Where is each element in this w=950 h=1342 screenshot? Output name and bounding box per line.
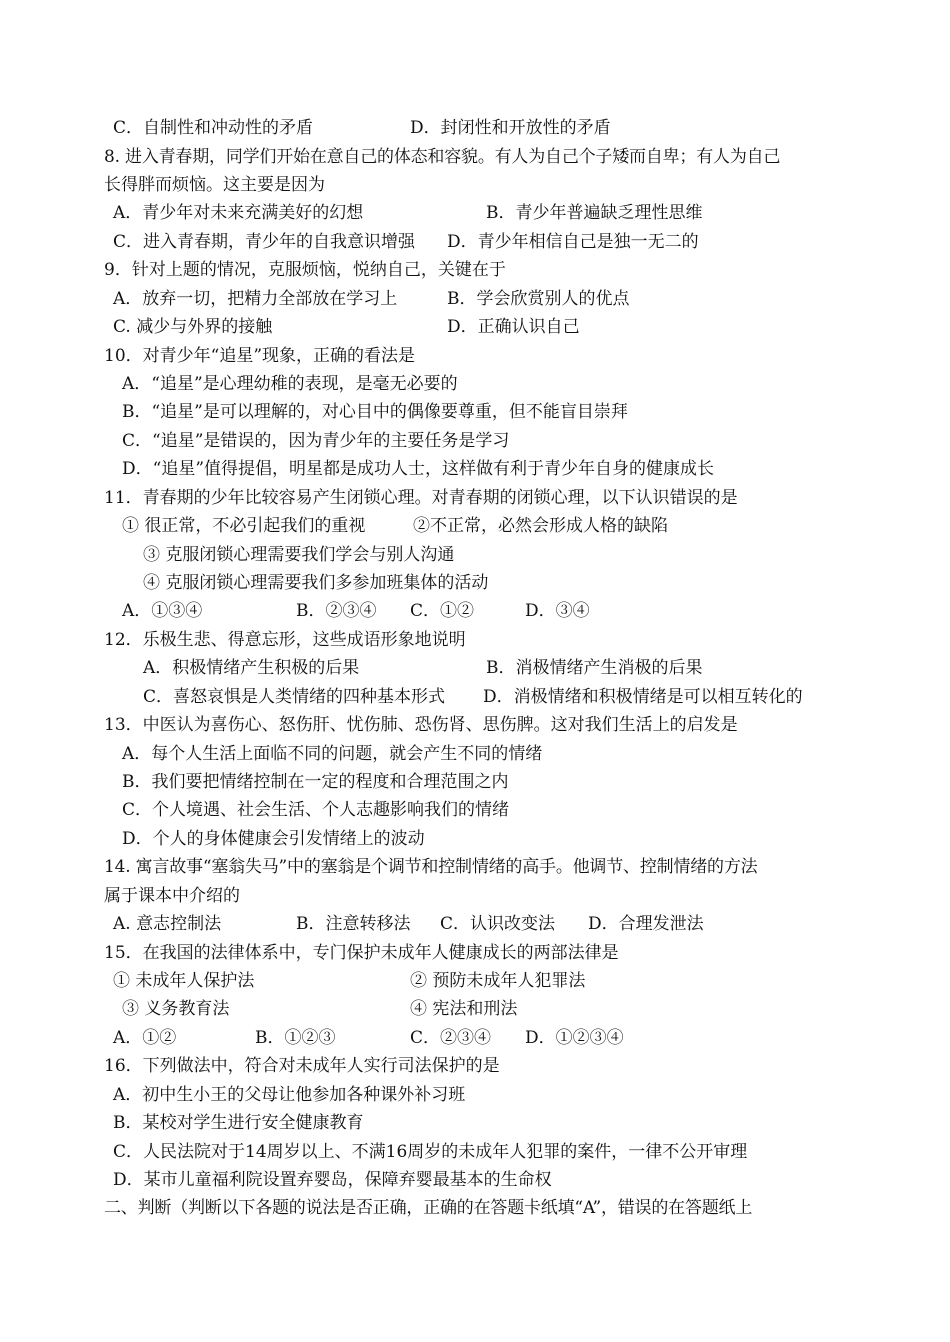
q14-stem-cont: 属于课本中介绍的 bbox=[104, 886, 240, 906]
q15-statement-4: ④ 宪法和刑法 bbox=[410, 999, 518, 1019]
q9-option-c: C. 减少与外界的接触 bbox=[113, 317, 273, 337]
q11-statement-4: ④ 克服闭锁心理需要我们多参加班集体的活动 bbox=[143, 573, 489, 593]
q13-option-b: B．我们要把情绪控制在一定的程度和合理范围之内 bbox=[122, 772, 509, 792]
q12-option-c: C．喜怒哀惧是人类情绪的四种基本形式 bbox=[143, 687, 446, 707]
q11-stem: 11．青春期的少年比较容易产生闭锁心理。对青春期的闭锁心理，以下认识错误的是 bbox=[104, 488, 738, 508]
q14-option-b: B．注意转移法 bbox=[296, 914, 411, 934]
q9-option-d: D．正确认识自己 bbox=[447, 317, 580, 337]
q15-option-c: C．②③④ bbox=[410, 1028, 492, 1048]
q15-statement-3: ③ 义务教育法 bbox=[122, 999, 230, 1019]
q8-option-a: A．青少年对未来充满美好的幻想 bbox=[113, 203, 364, 223]
q15-statement-1: ① 未成年人保护法 bbox=[113, 971, 255, 991]
q8-stem-cont: 长得胖而烦恼。这主要是因为 bbox=[104, 175, 325, 195]
q10-option-d: D．“追星”值得提倡，明星都是成功人士，这样做有利于青少年自身的健康成长 bbox=[122, 459, 715, 479]
q12-option-b: B．消极情绪产生消极的后果 bbox=[486, 658, 703, 678]
q14-option-d: D．合理发泄法 bbox=[588, 914, 704, 934]
q7-option-d: D．封闭性和开放性的矛盾 bbox=[410, 118, 611, 138]
q14-stem: 14. 寓言故事“塞翁失马”中的塞翁是个调节和控制情绪的高手。他调节、控制情绪的方法 bbox=[104, 857, 758, 877]
q13-stem: 13．中医认为喜伤心、怒伤肝、忧伤肺、恐伤肾、思伤脾。这对我们生活上的启发是 bbox=[104, 715, 738, 735]
q14-option-c: C．认识改变法 bbox=[440, 914, 556, 934]
q15-option-a: A．①② bbox=[113, 1028, 177, 1048]
q10-option-b: B．“追星”是可以理解的，对心目中的偶像要尊重，但不能盲目崇拜 bbox=[122, 402, 628, 422]
q13-option-d: D．个人的身体健康会引发情绪上的波动 bbox=[122, 829, 425, 849]
q15-option-b: B．①②③ bbox=[255, 1028, 336, 1048]
q16-option-d: D．某市儿童福利院设置弃婴岛，保障弃婴最基本的生命权 bbox=[113, 1170, 552, 1190]
q12-option-d: D．消极情绪和积极情绪是可以相互转化的 bbox=[483, 687, 803, 707]
q8-option-c: C．进入青春期，青少年的自我意识增强 bbox=[113, 232, 416, 252]
q9-option-a: A．放弃一切，把精力全部放在学习上 bbox=[113, 289, 398, 309]
q8-stem: 8. 进入青春期，同学们开始在意自己的体态和容貌。有人为自己个子矮而自卑；有人为自己 bbox=[104, 147, 781, 167]
q10-option-a: A．“追星”是心理幼稚的表现，是毫无必要的 bbox=[122, 374, 458, 394]
q16-stem: 16．下列做法中，符合对未成年人实行司法保护的是 bbox=[104, 1056, 500, 1076]
q14-option-a: A. 意志控制法 bbox=[113, 914, 222, 934]
q11-statement-1: ① 很正常，不必引起我们的重视 bbox=[122, 516, 366, 536]
q16-option-c: C．人民法院对于14周岁以上、不满16周岁的未成年人犯罪的案件，一律不公开审理 bbox=[113, 1142, 748, 1162]
q11-option-d: D．③④ bbox=[525, 601, 590, 621]
q8-option-d: D．青少年相信自己是独一无二的 bbox=[447, 232, 699, 252]
q10-stem: 10．对青少年“追星”现象，正确的看法是 bbox=[104, 346, 416, 366]
q13-option-a: A．每个人生活上面临不同的问题，就会产生不同的情绪 bbox=[122, 744, 543, 764]
q16-option-b: B．某校对学生进行安全健康教育 bbox=[113, 1113, 364, 1133]
q11-option-c: C．①② bbox=[410, 601, 475, 621]
q16-option-a: A．初中生小王的父母让他参加各种课外补习班 bbox=[113, 1085, 466, 1105]
section-2-heading: 二、判断（判断以下各题的说法是否正确，正确的在答题卡纸填“A”，错误的在答题纸上 bbox=[104, 1198, 753, 1218]
q12-stem: 12．乐极生悲、得意忘形，这些成语形象地说明 bbox=[104, 630, 466, 650]
q9-stem: 9．针对上题的情况，克服烦恼，悦纳自己，关键在于 bbox=[104, 260, 506, 280]
q15-statement-2: ② 预防未成年人犯罪法 bbox=[410, 971, 586, 991]
q11-statement-3: ③ 克服闭锁心理需要我们学会与别人沟通 bbox=[143, 545, 455, 565]
q11-option-b: B．②③④ bbox=[296, 601, 377, 621]
q9-option-b: B．学会欣赏别人的优点 bbox=[447, 289, 630, 309]
q11-statement-2: ②不正常，必然会形成人格的缺陷 bbox=[413, 516, 668, 536]
q10-option-c: C．“追星”是错误的，因为青少年的主要任务是学习 bbox=[122, 431, 510, 451]
q15-option-d: D．①②③④ bbox=[525, 1028, 624, 1048]
q12-option-a: A．积极情绪产生积极的后果 bbox=[143, 658, 360, 678]
q7-option-c: C．自制性和冲动性的矛盾 bbox=[113, 118, 314, 138]
q13-option-c: C．个人境遇、社会生活、个人志趣影响我们的情绪 bbox=[122, 800, 510, 820]
q11-option-a: A．①③④ bbox=[122, 601, 203, 621]
q15-stem: 15．在我国的法律体系中，专门保护未成年人健康成长的两部法律是 bbox=[104, 943, 619, 963]
q8-option-b: B．青少年普遍缺乏理性思维 bbox=[486, 203, 703, 223]
